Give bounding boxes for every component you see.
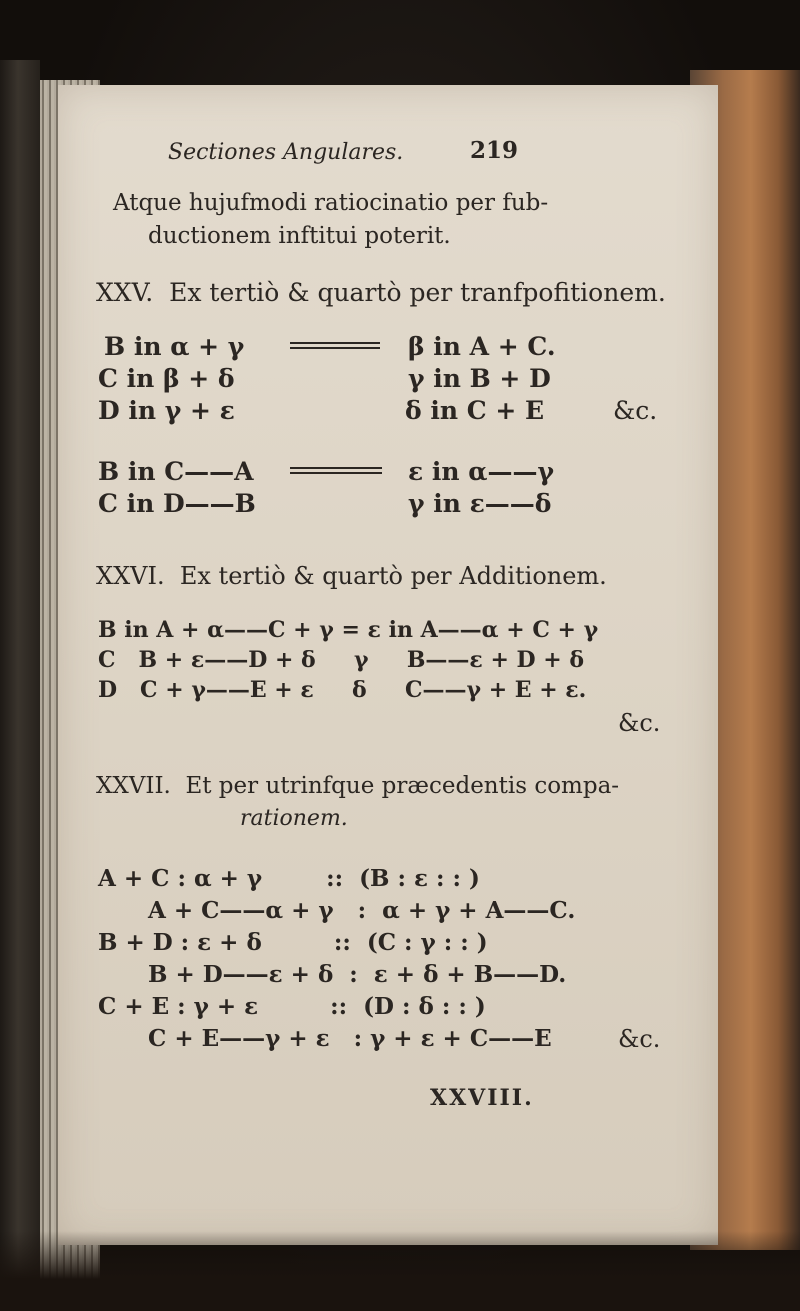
xxv-row-3-right: δ in C + E [405,396,545,425]
running-title: Sectiones Angulares. [168,140,404,165]
xxvi-line-3: D C + γ——E + ε δ C——γ + E + ε. [98,677,587,703]
xxvii-line-1: A + C : α + γ :: (B : ε : : ) [98,865,480,892]
xxvii-line-4: B + D——ε + δ : ε + δ + B——D. [148,961,567,988]
intro-line-2: ductionem inftitui poterit. [148,223,451,249]
book-spine-edge [0,60,40,1310]
section-xxv-heading: XXV. Ex tertiò & quartò per tranfpofitionem. [96,278,666,307]
section-xxvii-heading-2: rationem. [240,806,348,831]
section-xxvii-heading-1: XXVII. Et per utrinfque præcedentis compa- [96,773,620,799]
xxv-row-4-right: ε in α——γ [408,457,555,486]
xxvi-etc: &c. [618,709,661,737]
xxv-row-5-left: C in D——B [98,489,256,518]
xxv-equality-rule-2 [290,467,382,474]
xxv-etc: &c. [613,396,658,425]
xxv-row-1-right: β in A + C. [408,332,556,361]
xxv-row-5-right: γ in ε——δ [408,489,552,518]
page-number: 219 [470,137,519,164]
xxv-row-3-left: D in γ + ε [98,396,235,425]
xxv-row-2-left: C in β + δ [98,364,235,393]
xxv-equality-rule [290,342,380,349]
xxvii-line-2: A + C——α + γ : α + γ + A——C. [148,897,576,924]
intro-line-1: Atque hujufmodi ratiocinatio per fub- [113,190,549,216]
xxvii-line-5: C + E : γ + ε :: (D : δ : : ) [98,993,486,1020]
book-page [58,85,718,1245]
xxv-row-1-left: B in α + γ [104,332,245,361]
xxv-row-4-left: B in C——A [98,457,254,486]
section-xxvi-heading: XXVI. Ex tertiò & quartò per Additionem. [96,562,607,590]
xxvii-etc: &c. [618,1025,661,1053]
catchword: XXVIII. [430,1085,534,1111]
xxvii-line-6: C + E——γ + ε : γ + ε + C——E [148,1025,552,1052]
xxvii-line-3: B + D : ε + δ :: (C : γ : : ) [98,929,488,956]
xxv-row-2-right: γ in B + D [408,364,551,393]
xxvi-line-1: B in A + α——C + γ = ε in A——α + C + γ [98,617,599,643]
xxvi-line-2: C B + ε——D + δ γ B——ε + D + δ [98,647,585,673]
photo-bottom-shadow [0,1231,800,1311]
